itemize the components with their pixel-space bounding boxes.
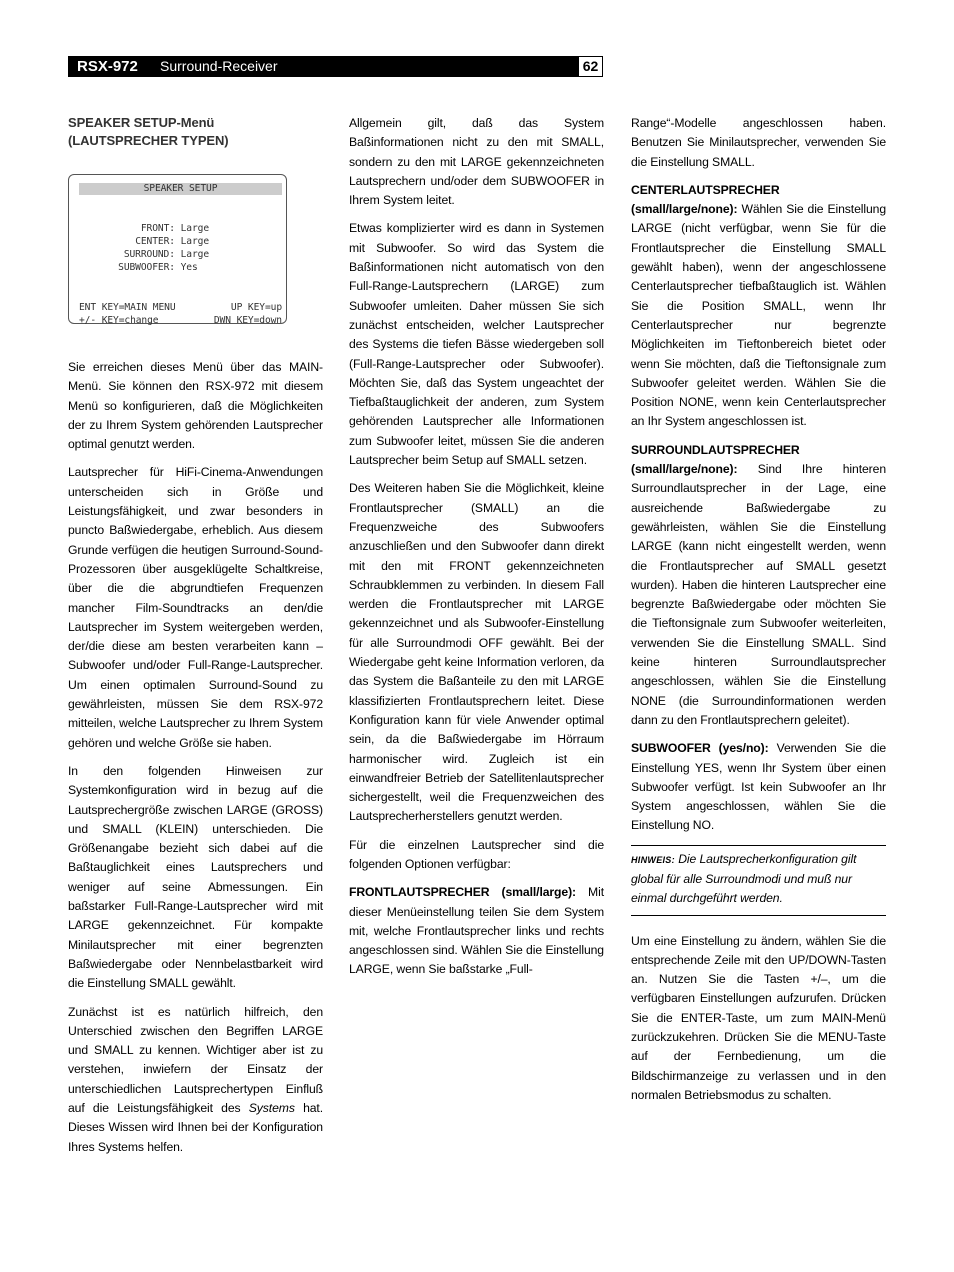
osd-value: Large [180,236,209,247]
paragraph-text: Zunächst ist es natürlich hilfreich, den Unterschied zwischen den Begriffen LARGE und SMALL zu kennen. Wichtiger aber ist zu verstehen, inwiefern der Einsatz der unterschiedlichen Lautsprechertypen Einfluß auf die Leistungsfähigkeit des [68,1004,323,1115]
paragraph-text: Verwenden Sie die Einstellung YES, wenn Ihr System über einen Subwoofer verfügt. Ist kein Subwoofer an Ihr System angeschlossen, wählen Sie die Einstellung NO. [631,741,886,833]
paragraph [68,1003,323,1157]
paragraph: Sie erreichen dieses Menü über das MAIN-Menü. Sie können den RSX-972 mit diesem Menü so konfigurieren, daß die Möglichkeiten der zu Ihrem System gehörenden Lautsprecher optimal genutzt werden. [68,360,323,452]
paragraph: Etwas komplizierter wird es dann in Systemen mit Subwoofer. So wird das System die Baßinformationen nicht automatisch von den Full-Range-Lautsprechern (LARGE) zum Subwoofer umleiten. Daher müssen Sie sich zunächst entscheiden, welcher Lautsprecher des Systems die tiefen Bässe wiedergeben soll (Full-Range-Lautsprecher oder Subwoofer). Möchten Sie, daß das System ungeachtet der Tiefbaßtauglichkeit der anderen, zum System gehörenden Lautsprecher alle Informationen zum Subwoofer leitet, müssen Sie die anderen Lautsprecher beim Setup auf SMALL setzen. [349,221,604,468]
front-speaker-heading: FRONTLAUTSPRECHER (small/large): [349,885,576,900]
paragraph: In den folgenden Hinweisen zur Systemkonfiguration wird in bezug auf die Lautsprechergröße zwischen LARGE (GROSS) und SMALL (KLEIN) unterschieden. Die Größenangabe bezieht sich dabei auf die Baßtauglichkeit eines Lautsprechers und weniger auf seine Abmessungen. Ein baßstarker Full-Range-Lautsprecher wird mit LARGE gekennzeichnet. Für kompakte Minilautsprecher mit einer begrenzten Baßwiedergabe oder Nennbelastbarkeit wird die Einstellung SMALL gewählt. [68,763,323,991]
paragraph: Für die einzelnen Lautsprecher sind die folgenden Optionen verfügbar: [349,837,604,871]
note-box [631,845,886,916]
osd-screen [68,174,287,324]
osd-footer-left: ENT KEY=MAIN MENU [79,302,176,313]
column-3 [631,114,886,1114]
center-speaker-heading: CENTERLAUTSPRECHER (small/large/none): [631,182,780,217]
osd-value: Large [180,249,209,260]
paragraph: Range“-Modelle angeschlossen haben. Benutzen Sie Minilautsprecher, verwenden Sie die Einstellung SMALL. [631,116,886,169]
column-1 [68,114,323,1166]
subwoofer-heading: SUBWOOFER (yes/no): [631,741,769,756]
surround-speaker-heading: SURROUNDLAUTSPRECHER (small/large/none): [631,442,800,477]
osd-row-surround [79,248,209,261]
paragraph: Lautsprecher für HiFi-Cinema-Anwendungen unterscheiden sich in Größe und Leistungsfähigkeit, und zwar besonders in puncto Baßwiedergabe, erheblich. Aus diesem Grunde verfügen die heutigen Surround-Sound-Prozessoren über ausgeklügelte Schaltkreise, über die die abgrundtiefen Frequenzen mancher Film-Soundtracks an den/die Lautsprecher im System weitergeben werden, der/die diese am besten verarbeiten kann – Subwoofer und/oder Full-Range-Lautsprecher. Um einen optimalen Surround-Sound zu gewährleisten, müssen Sie dem RSX-972 mitteilen, welche Lautsprecher zu Ihrem System gehören und welche Größe sie haben. [68,465,323,750]
osd-footer [79,301,282,327]
osd-value: Yes [180,262,198,273]
osd-row-front [79,222,209,235]
section-title-line-2: (LAUTSPRECHER TYPEN) [68,133,229,148]
paragraph-italic: Systems [248,1100,295,1115]
osd-value: Large [180,223,209,234]
header-bar [68,56,603,77]
paragraph: Um eine Einstellung zu ändern, wählen Sie die entsprechende Zeile mit den UP/DOWN-Tasten an. Nutzen Sie die Tasten +/–, um die verfügbaren Einstellungen aufzurufen. Drücken Sie die ENTER-Taste, um zum MAIN-Menü zurückzukehren. Drücken Sie die MENU-Taste auf der Fernbedienung, um die Bildschirmanzeige zu verlassen und in den normalen Betriebsmodus zu schalten. [631,933,886,1102]
column-2 [349,114,604,989]
osd-label: SUBWOOFER: [118,262,175,273]
paragraph-text: Sind Ihre hinteren Surroundlautsprecher in der Lage, eine ausreichende Baßwiedergabe zu gewährleisten, wählen Sie die Einstellung LARGE (kann nicht eingestellt werden, wenn die Frontlautsprecher auf SMALL gesetzt wurden). Haben die hinteren Lautsprecher eine begrenzte Baßwiedergabe oder möchten Sie die Tieftonsignale zum Subwoofer weiterleiten, verwenden Sie die Einstellung SMALL. Sind keine hinteren Surroundlautsprecher angeschlossen, wählen Sie die Einstellung NONE (die Surroundinformationen werden dann zu den Frontlautsprechern geleitet). [631,462,886,727]
osd-row-subwoofer [79,261,209,274]
osd-rows [79,222,209,274]
note-label: HINWEIS: [631,854,675,865]
section-title [68,114,323,150]
center-speaker-paragraph [631,181,886,432]
osd-footer-line-2 [79,314,282,327]
osd-title: SPEAKER SETUP [79,183,282,195]
section-title-line-1: SPEAKER SETUP-Menü [68,115,215,130]
note-text: Die Lautsprecherkonfiguration gilt global für alle Surroundmodi und muß nur einmal durchgeführt werden. [631,851,857,906]
paragraph-text: hat. Dieses Wissen wird Ihnen bei der Konfiguration Ihres Systems helfen. [68,1100,324,1154]
osd-label: CENTER: [135,236,175,247]
paragraph-text: Mit dieser Menüeinstellung teilen Sie dem System mit, welche Frontlautsprecher links und rechts angeschlossen sind. Wählen Sie die Einstellung LARGE, wenn Sie baßstarke „Full- [349,885,604,977]
paragraph: Des Weiteren haben Sie die Möglichkeit, kleine Frontlautsprecher (SMALL) an die Frequenzweiche des Subwoofers anzuschließen und den Subwoofer dann direkt mit den mit FRONT gekennzeichneten Schraubklemmen zu verbinden. In diesem Fall werden die Frontlautsprecher mit LARGE gekennzeichnet und als Subwoofer-Einstellung für alle Surroundmodi OFF gewählt. Bei der Wiedergabe geht keine Information verloren, da das System die Baßanteile zu den mit LARGE klassifizierten Frontlautsprechern leitet. Diese Konfiguration kann für viele Anwender optimal sein, da die Baßwiedergabe im Hörraum harmonischer wird. Zugleich ist ein einwandfreier Betrieb der Satellitenlautsprecher sichergestellt, weil die Frequenzweichen des Lautsprecherherstellers genutzt werden. [349,481,604,824]
page-number: 62 [578,56,603,77]
osd-footer-right: UP KEY=up [230,302,282,313]
front-speaker-paragraph [349,883,604,979]
surround-speaker-paragraph [631,441,886,730]
osd-label: FRONT: [140,223,175,234]
osd-footer-line-1 [79,301,282,314]
osd-label: SURROUND: [123,249,175,260]
osd-row-center [79,235,209,248]
model-subtitle: Surround-Receiver [160,58,278,74]
paragraph: Allgemein gilt, daß das System Baßinformationen nicht zu den mit SMALL, sondern zu den mit LARGE gekennzeichneten Lautsprechern und/oder dem SUBWOOFER in Ihrem System leitet. [349,116,604,208]
model-name: RSX-972 [77,58,138,75]
paragraph-text: Wählen Sie die Einstellung LARGE (nicht verfügbar, wenn Sie für die Frontlautsprecher die Einstellung SMALL gewählt haben), wenn der angeschlossene Centerlautsprecher tiefbaßtauglich ist. Wählen Sie die Position SMALL, wenn Ihr Centerlautsprecher nur begrenzte Möglichkeiten im Tieftonbereich bietet oder wenn Sie möchten, daß die Tieftonsignale zum Subwoofer geleitet werden. Wählen Sie die Position NONE, wenn kein Centerlautsprecher an Ihr System angeschlossen ist. [631,202,886,429]
subwoofer-paragraph [631,739,886,835]
osd-footer-right: DWN KEY=down [213,315,282,326]
osd-footer-left: +/- KEY=change [79,315,159,326]
